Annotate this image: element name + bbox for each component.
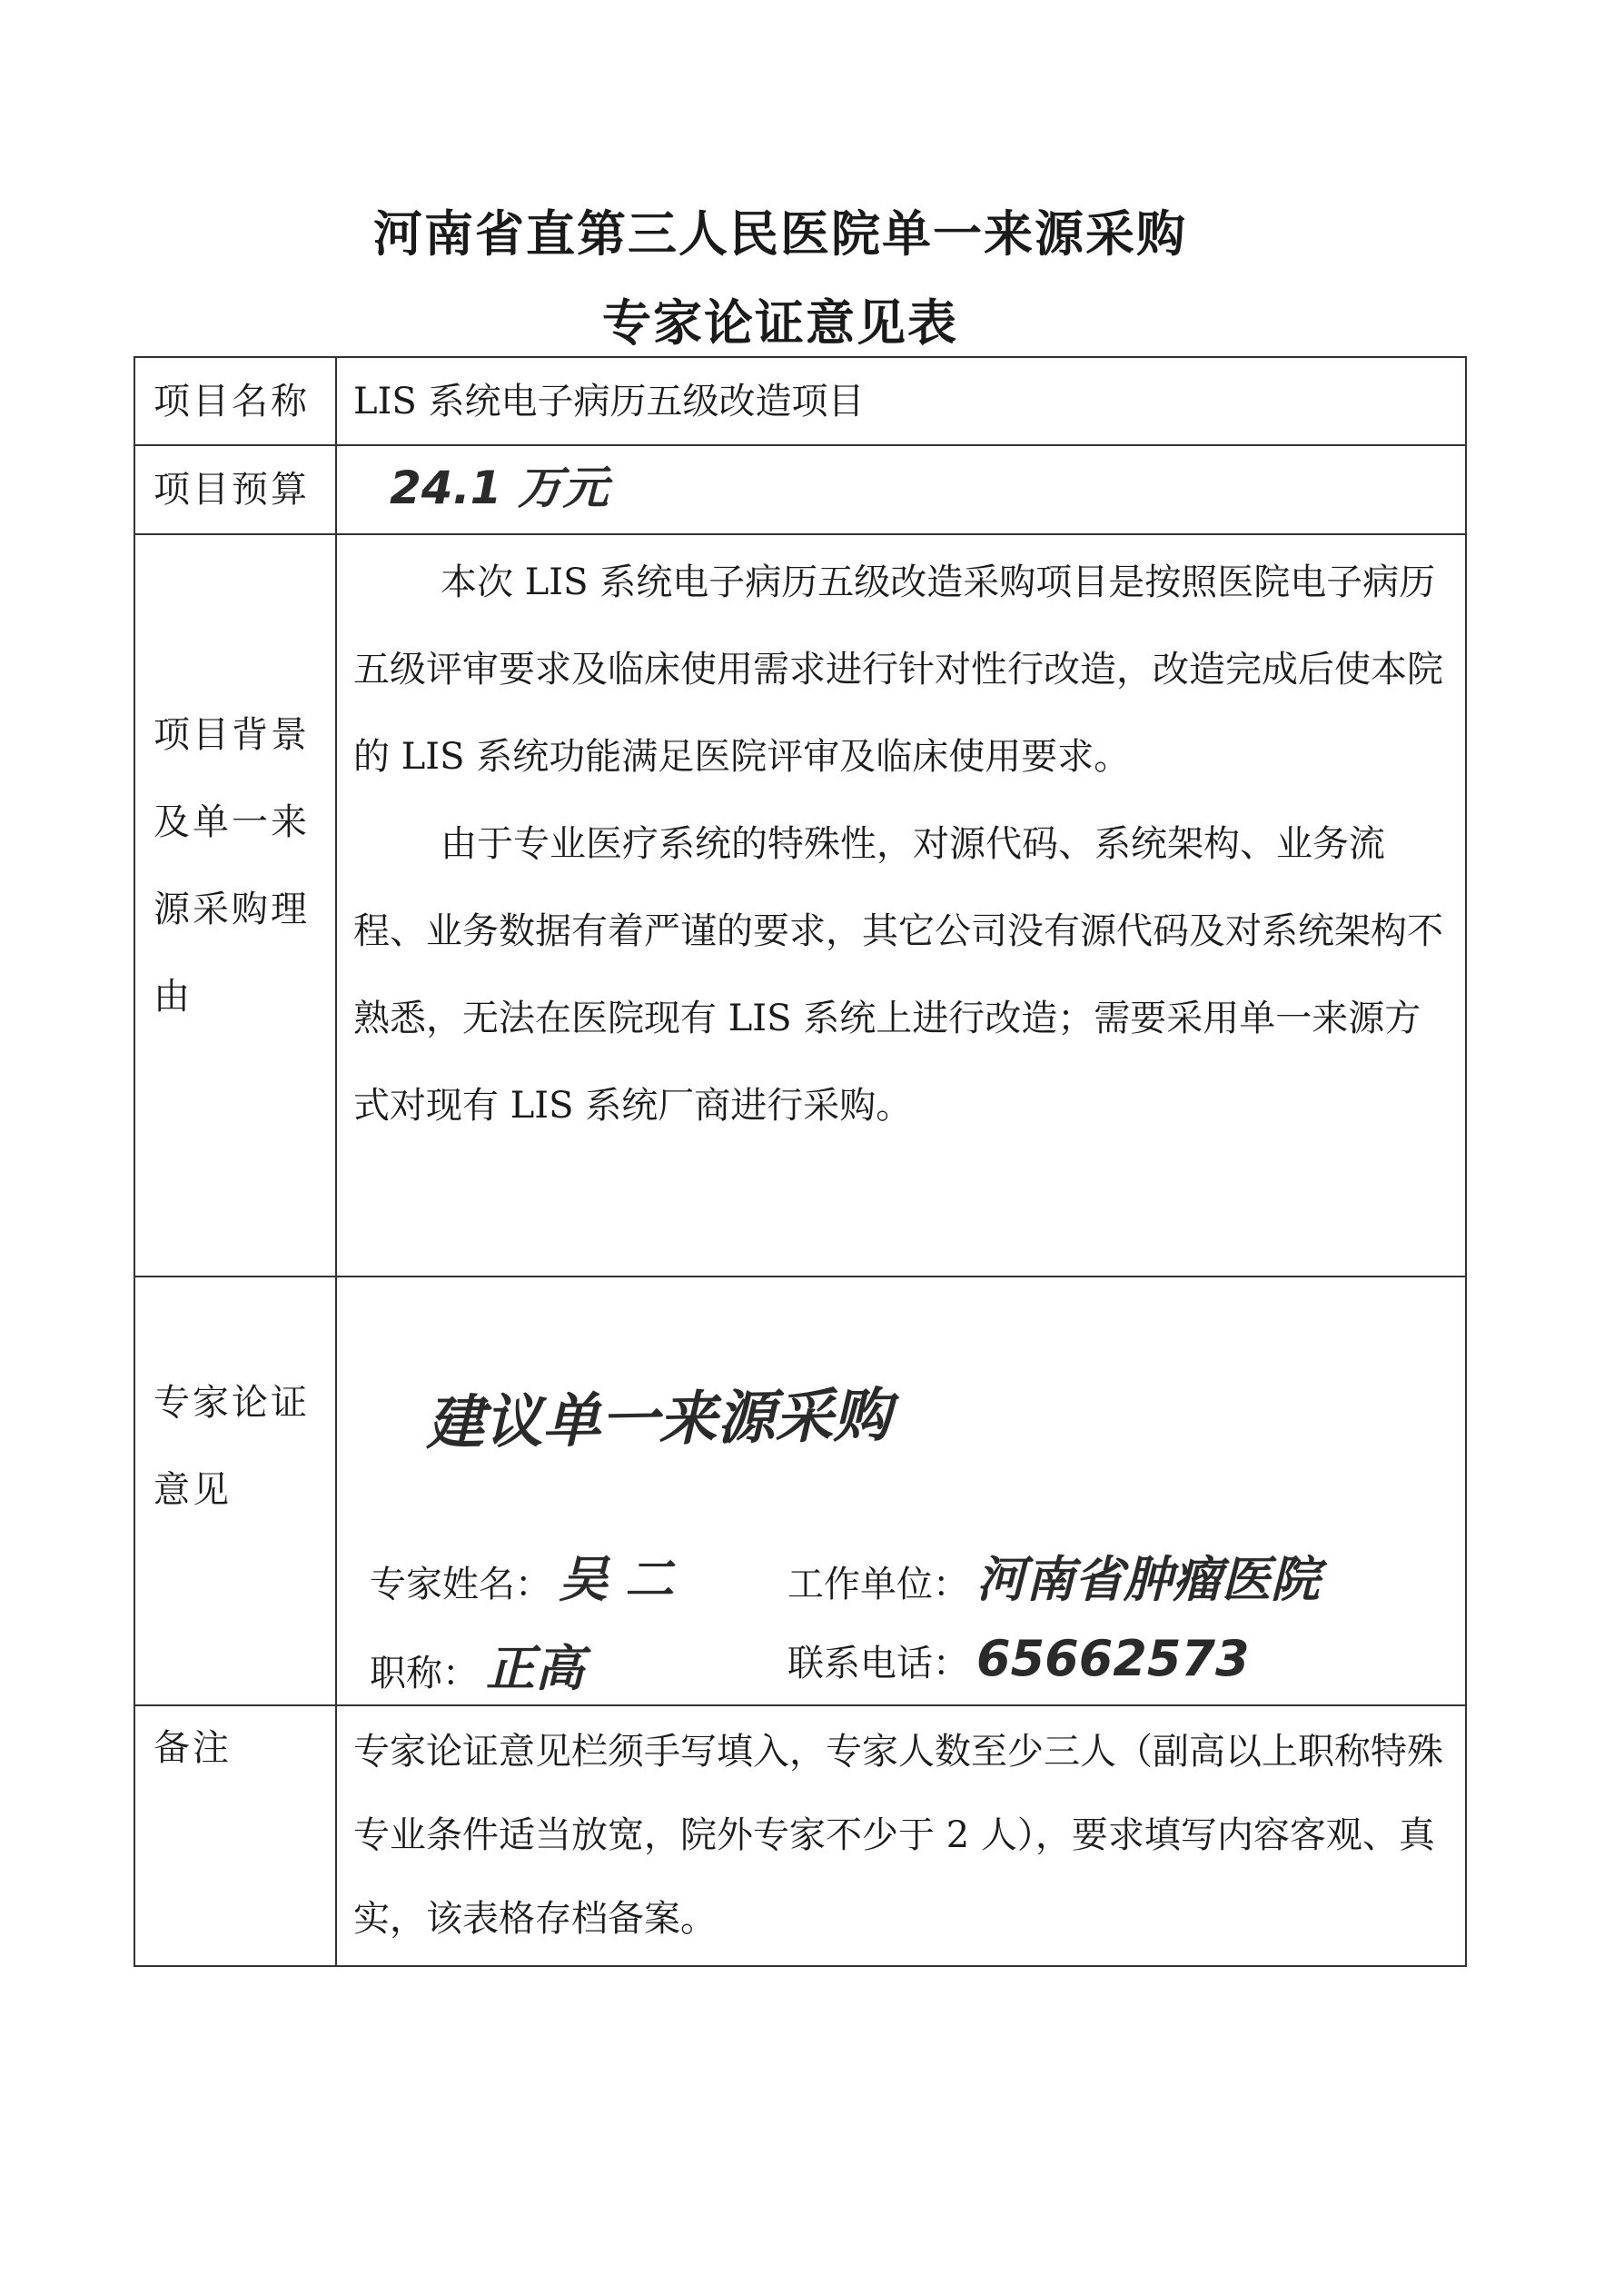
phone-field (787, 1630, 1250, 1687)
project-name-label: 项目名称 (134, 357, 336, 445)
expert-name-label: 专家姓名： (370, 1564, 551, 1605)
expert-opinion-label: 专家论证意见 (153, 1382, 310, 1511)
job-title-handwritten: 正高 (486, 1640, 584, 1697)
row-expert-opinion (134, 1277, 1466, 1705)
work-unit-field (787, 1541, 1320, 1611)
project-name-value: LIS 系统电子病历五级改造项目 (336, 357, 1466, 445)
row-budget (134, 445, 1466, 534)
background-paragraph-1: 本次 LIS 系统电子病历五级改造采购项目是按照医院电子病历五级评审要求及临床使用需求进行针对性行改造，改造完成后使本院的 LIS 系统功能满足医院评审及临床使用要求。 (353, 561, 1443, 778)
budget-value: 24.1 万元 (390, 462, 609, 514)
expert-name-field (370, 1541, 674, 1611)
budget-label: 项目预算 (134, 445, 336, 534)
work-unit-handwritten: 河南省肿瘤医院 (976, 1551, 1320, 1608)
work-unit-label: 工作单位： (787, 1564, 969, 1605)
phone-handwritten: 65662573 (976, 1630, 1250, 1687)
opinion-form-table (134, 356, 1467, 1967)
form-subtitle: 专家论证意见表 (602, 293, 958, 352)
row-background (134, 534, 1466, 1277)
row-project-name (134, 357, 1466, 445)
form-title: 河南省直第三人民医院单一来源采购 (373, 204, 1187, 263)
background-paragraph-2: 由于专业医疗系统的特殊性，对源代码、系统架构、业务流程、业务数据有着严谨的要求，其它公司没有源代码及对系统架构不熟悉，无法在医院现有 LIS 系统上进行改造；需要采用单一来源方式对现有 LIS 系统厂商进行采购。 (353, 823, 1443, 1127)
background-label: 项目背景及单一来源采购理由 (153, 714, 310, 1018)
remarks-text: 专家论证意见栏须手写填入，专家人数至少三人（副高以上职称特殊专业条件适当放宽，院外专家不少于 2 人），要求填写内容客观、真实，该表格存档备案。 (353, 1731, 1443, 1940)
phone-label: 联系电话： (787, 1643, 969, 1684)
row-remarks (134, 1705, 1466, 1966)
job-title-field (370, 1630, 584, 1700)
remarks-label: 备注 (134, 1705, 336, 1966)
expert-name-signature: 吴 二 (559, 1551, 674, 1608)
job-title-label: 职称： (370, 1653, 479, 1694)
expert-opinion-handwritten: 建议单一来源采购 (425, 1382, 892, 1458)
